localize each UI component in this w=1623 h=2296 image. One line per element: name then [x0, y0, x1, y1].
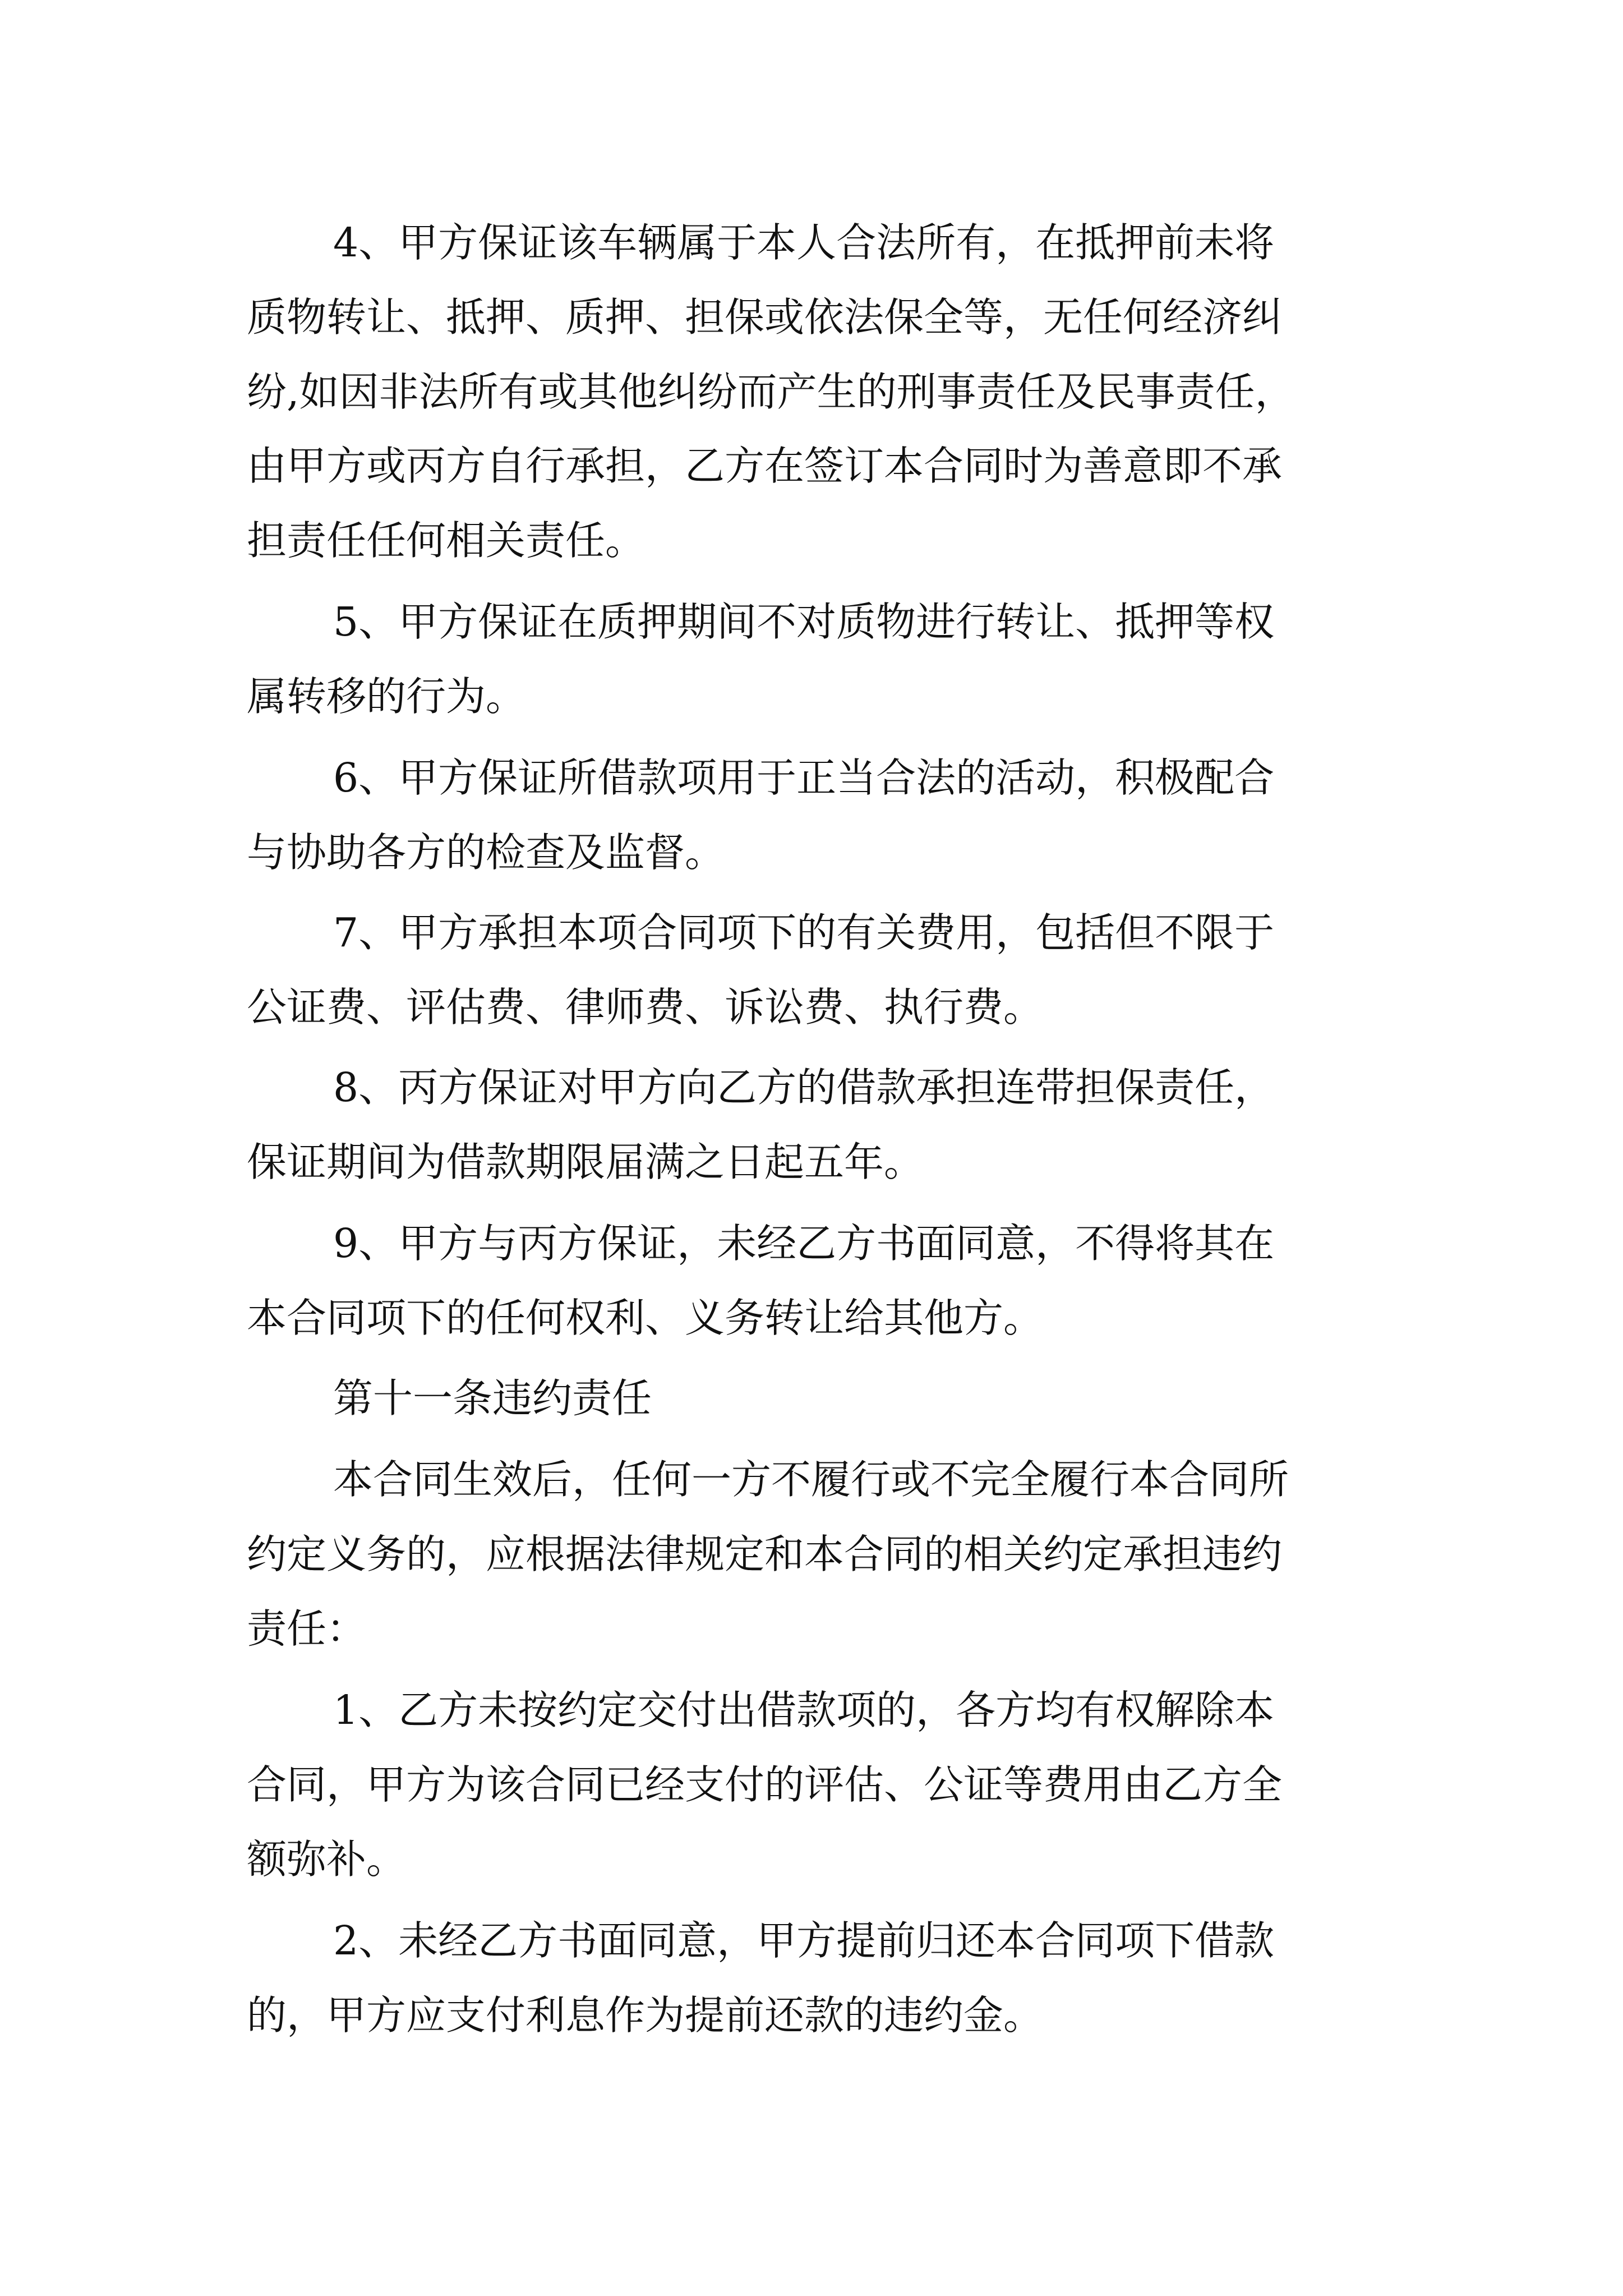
- breach-1-line-3: 额弥补。: [247, 1836, 407, 1883]
- article-11-intro-line-2: 约定义务的，应根据法律规定和本合同的相关约定承担违约: [247, 1531, 1283, 1577]
- clause-6-line-1: 6、甲方保证所借款项用于正当合法的活动，积极配合: [333, 754, 1275, 801]
- clause-4-line-3: 纷,如因非法所有或其他纠纷而产生的刑事责任及民事责任，: [247, 369, 1295, 415]
- breach-2-line-1: 2、未经乙方书面同意，甲方提前归还本合同项下借款: [333, 1917, 1275, 1964]
- clause-9-line-1: 9、甲方与丙方保证，未经乙方书面同意，不得将其在: [333, 1220, 1275, 1267]
- clause-4-line-5: 担责任任何相关责任。: [247, 517, 645, 564]
- breach-1-line-2: 合同，甲方为该合同已经支付的评估、公证等费用由乙方全: [247, 1761, 1283, 1808]
- article-11-intro-line-3: 责任：: [247, 1605, 367, 1652]
- article-11-intro-line-1: 本合同生效后，任何一方不履行或不完全履行本合同所: [333, 1456, 1289, 1503]
- clause-5-line-2: 属转移的行为。: [247, 673, 526, 720]
- clause-9-line-2: 本合同项下的任何权利、义务转让给其他方。: [247, 1295, 1044, 1341]
- breach-2-line-2: 的，甲方应支付利息作为提前还款的违约金。: [247, 1992, 1044, 2039]
- clause-6-line-2: 与协助各方的检查及监督。: [247, 829, 725, 876]
- clause-4-line-4: 由甲方或丙方自行承担，乙方在签订本合同时为善意即不承: [247, 443, 1283, 489]
- clause-8-line-2: 保证期间为借款期限届满之日起五年。: [247, 1139, 924, 1185]
- article-11-heading: 第十一条违约责任: [333, 1375, 652, 1421]
- clause-4-line-1: 4、甲方保证该车辆属于本人合法所有，在抵押前未将: [333, 219, 1275, 266]
- clause-8-line-1: 8、丙方保证对甲方向乙方的借款承担连带担保责任，: [333, 1064, 1275, 1111]
- breach-1-line-1: 1、乙方未按约定交付出借款项的，各方均有权解除本: [333, 1687, 1275, 1733]
- clause-4-line-2: 质物转让、抵押、质押、担保或依法保全等，无任何经济纠: [247, 294, 1283, 341]
- clause-7-line-2: 公证费、评估费、律师费、诉讼费、执行费。: [247, 984, 1044, 1030]
- clause-7-line-1: 7、甲方承担本项合同项下的有关费用，包括但不限于: [333, 909, 1275, 956]
- clause-5-line-1: 5、甲方保证在质押期间不对质物进行转让、抵押等权: [333, 599, 1275, 645]
